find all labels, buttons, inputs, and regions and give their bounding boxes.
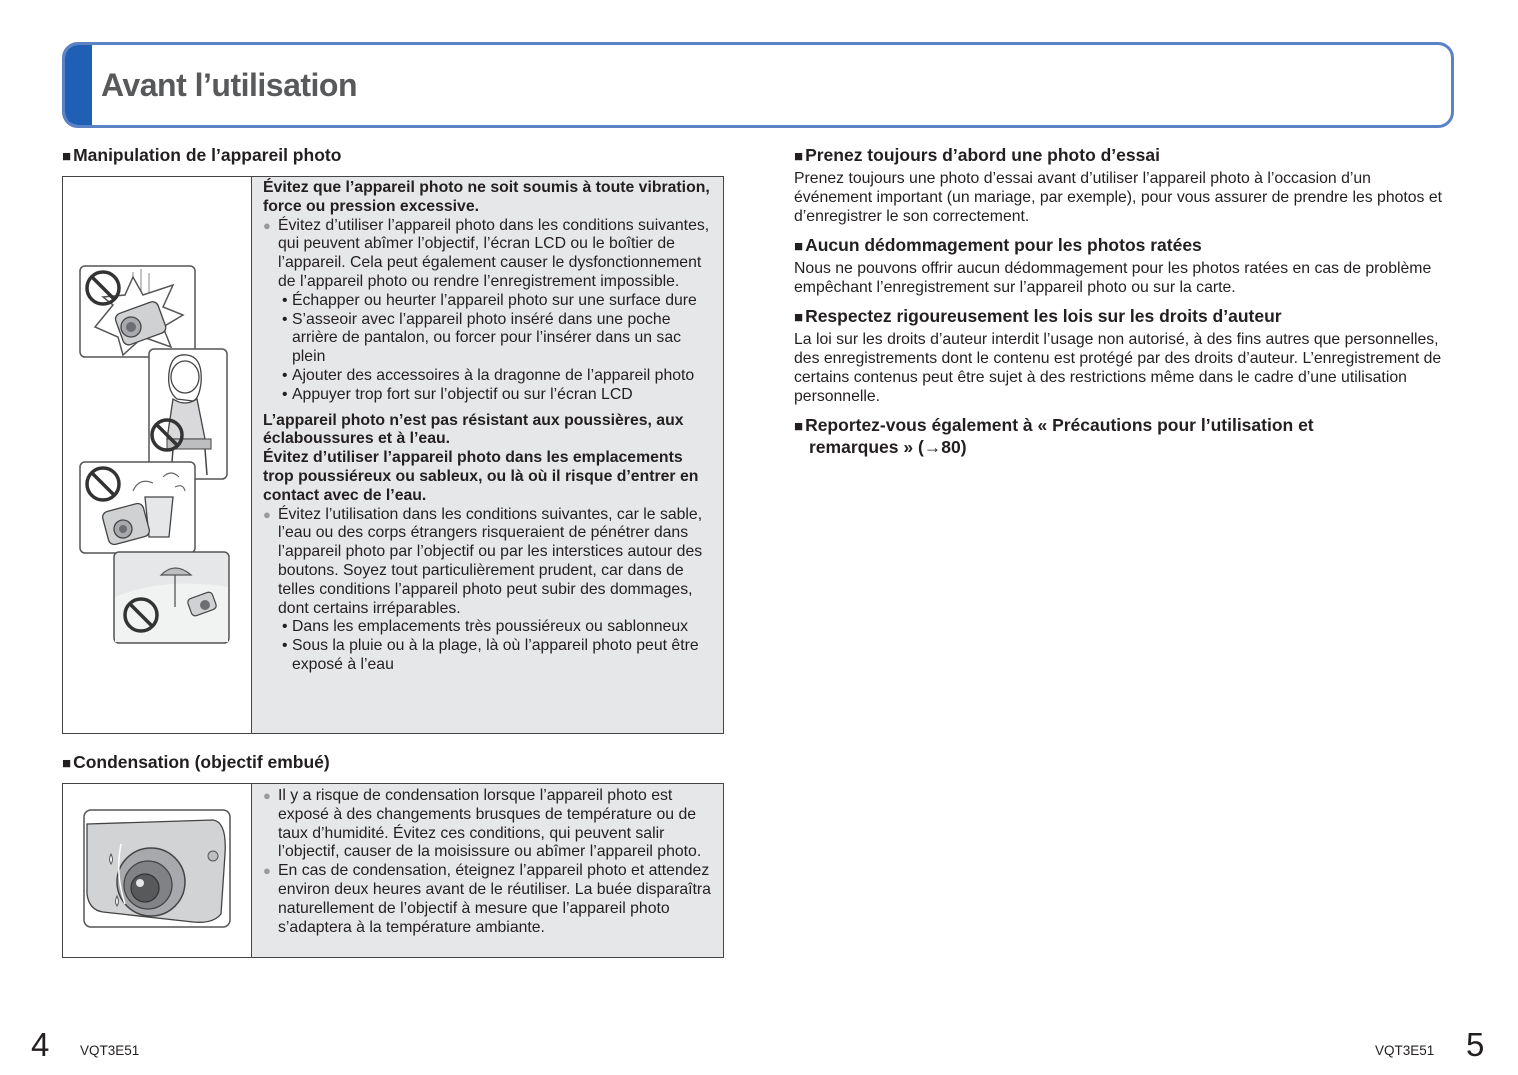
condensation-section-title: ■ Condensation (objectif embué) xyxy=(62,752,330,772)
handling-box xyxy=(62,176,724,734)
list-item: • S’asseoir avec l’appareil photo inséré dans une poche arrière de pantalon, ou forcer pour l’insérer dans un sac plein xyxy=(263,311,713,367)
page-number-right: 5 xyxy=(1466,1026,1485,1063)
section-heading: ■ Respectez rigoureusement les lois sur les droits d’auteur xyxy=(794,306,1282,326)
condensation-text xyxy=(252,784,723,957)
header-accent-bar xyxy=(65,45,92,125)
model-code-left: VQT3E51 xyxy=(80,1043,140,1058)
section-heading: ■ Aucun dédommagement pour les photos ratées xyxy=(794,235,1202,255)
pocket-sitting-illustration xyxy=(149,349,227,479)
condensation-box xyxy=(62,783,724,958)
handling-section-title: ■ Manipulation de l’appareil photo xyxy=(62,145,342,165)
section-body: La loi sur les droits d’auteur interdit l’usage non autorisé, à des fins autres que personnelles, des enregistrements dont le contenu est protégé par des droits d’auteur. L’enregistrement de certains contenus peut être sujet à des restrictions même dans le cadre d’une utilisation personnelle. xyxy=(794,331,1442,405)
page-number-left: 4 xyxy=(31,1026,50,1063)
handling-text xyxy=(252,177,723,733)
square-bullet-icon: ■ xyxy=(62,148,72,165)
handling-bullet-1: ● Évitez d’utiliser l’appareil photo dans les conditions suivantes, qui peuvent abîmer l’objectif, l’écran LCD ou le boîtier de l’appareil. Cela peut également causer le dysfonctionnement de l’appareil photo ou rendre l’enregistrement impossible. xyxy=(263,217,713,292)
list-item: • Ajouter des accessoires à la dragonne de l’appareil photo xyxy=(263,367,713,386)
condensation-bullet-2: ● En cas de condensation, éteignez l’appareil photo et attendez environ deux heures avant de le réutiliser. La buée disparaîtra naturellement de l’objectif à mesure que l’appareil photo s’adaptera à la température ambiante. xyxy=(263,862,713,937)
square-bullet-icon: ■ xyxy=(62,755,72,772)
section-heading: ■ Prenez toujours d’abord une photo d’essai xyxy=(794,145,1160,165)
dust-warning-2: Évitez d’utiliser l’appareil photo dans les emplacements trop poussiéreux ou sableux, ou là où il risque d’entrer en contact avec de l’eau. xyxy=(263,449,699,504)
condensation-bullet-1: ● Il y a risque de condensation lorsque l’appareil photo est exposé à des changements brusques de température ou de taux d’humidité. Évitez ces conditions, qui peuvent salir l’objectif, causer de la moisissure ou abîmer l’appareil photo. xyxy=(263,787,713,862)
water-splash-illustration xyxy=(80,462,195,553)
section-body: Nous ne pouvons offrir aucun dédommagement pour les photos ratées en cas de problème empêchant l’enregistrement sur l’appareil photo ou sur la carte. xyxy=(794,260,1432,296)
list-item: • Appuyer trop fort sur l’objectif ou sur l’écran LCD xyxy=(263,386,713,405)
dust-warning-1: L’appareil photo n’est pas résistant aux poussières, aux éclaboussures et à l’eau. xyxy=(263,411,684,448)
handling-intro: Évitez que l’appareil photo ne soit soumis à toute vibration, force ou pression excessive. xyxy=(263,179,710,215)
handling-illustrations xyxy=(63,177,252,733)
camera-drop-illustration xyxy=(80,266,195,357)
copyright-section xyxy=(794,306,1444,406)
beach-sand-illustration xyxy=(114,552,229,643)
list-item: • Sous la pluie ou à la plage, là où l’appareil photo peut être exposé à l’eau xyxy=(263,637,713,675)
condensation-illustration xyxy=(63,784,252,957)
section-body: Prenez toujours une photo d’essai avant d’utiliser l’appareil photo à l’occasion d’un événement important (un mariage, par exemple), pour vous assurer de prendre les photos et d’enregistrer le son correctement. xyxy=(794,170,1443,225)
list-item: • Dans les emplacements très poussiéreux ou sablonneux xyxy=(263,618,713,637)
handling-bullet-2: ● Évitez l’utilisation dans les conditions suivantes, car le sable, l’eau ou des corps étrangers risqueraient de pénétrer dans l’appareil photo par l’objectif ou par les interstices autour des boutons. Soyez tout particulièrement prudent, car dans de telles conditions l’appareil photo peut subir des dommages, dont certains irréparables. xyxy=(263,506,713,619)
no-compensation-section xyxy=(794,235,1444,297)
page-title: Avant l’utilisation xyxy=(101,67,357,103)
fogged-camera-illustration xyxy=(84,810,230,927)
test-photo-section xyxy=(794,145,1444,226)
section-heading: ■ Reportez-vous également à « Précautions pour l’utilisation et remarques » (→80) xyxy=(794,415,1314,457)
precautions-reference-section xyxy=(794,415,1444,457)
right-column xyxy=(794,145,1444,466)
page-header xyxy=(62,42,1454,128)
list-item: • Échapper ou heurter l’appareil photo sur une surface dure xyxy=(263,292,713,311)
model-code-right: VQT3E51 xyxy=(1375,1043,1435,1058)
